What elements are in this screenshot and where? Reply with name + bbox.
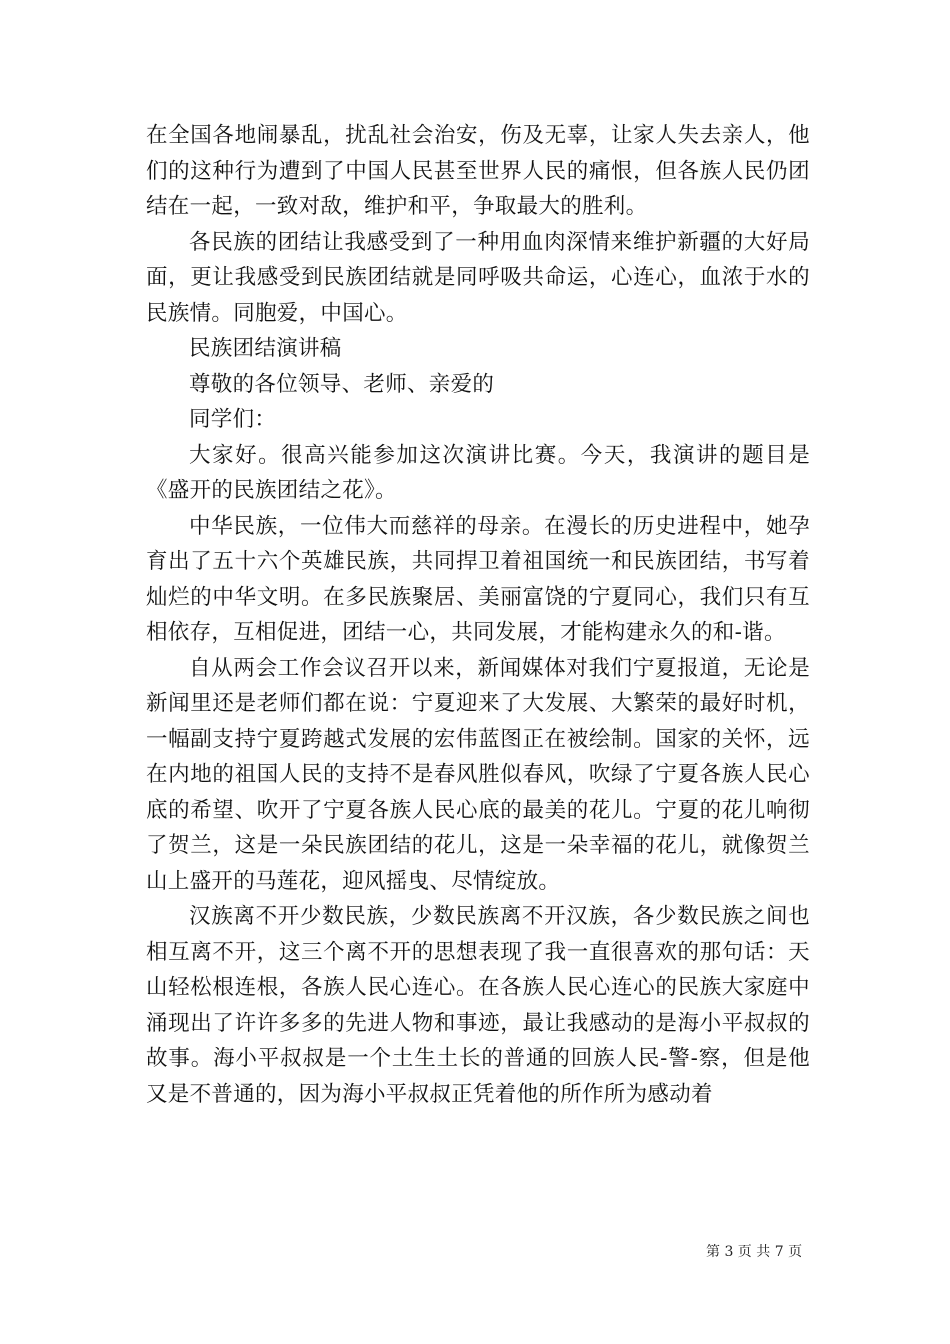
salutation-line-1: 尊敬的各位领导、老师、亲爱的 <box>189 371 495 397</box>
paragraph-1: 在全国各地闹暴乱，扰乱社会治安，伤及无辜，让家人失去亲人，他们的这种行为遭到了中国人民甚至世界人民的痛恨，但各族人民仍团结在一起，一致对敌，维护和平，争取最大的胜利。 <box>146 123 810 219</box>
document-body <box>146 118 810 1112</box>
page-number: 第 3 页 共 7 页 <box>706 1244 803 1260</box>
paragraph-chinese-nation: 中华民族，一位伟大而慈祥的母亲。在漫长的历史进程中，她孕育出了五十六个英雄民族，共同捍卫着祖国统一和民族团结，书写着灿烂的中华文明。在多民族聚居、美丽富饶的宁夏同心，我们只有互相依存，互相促进，团结一心，共同发展，才能构建永久的和-谐。 <box>146 513 810 645</box>
paragraph-unity: 汉族离不开少数民族，少数民族离不开汉族，各少数民族之间也相互离不开，这三个离不开的思想表现了我一直很喜欢的那句话：天山轻松根连根，各族人民心连心。在各族人民心连心的民族大家庭中涌现出了许许多多的先进人物和事迹，最让我感动的是海小平叔叔的故事。海小平叔叔是一个土生土长的普通的回族人民-警-察，但是他又是不普通的，因为海小平叔叔正凭着他的所作所为感动着 <box>146 904 810 1107</box>
speech-title: 民族团结演讲稿 <box>189 336 342 361</box>
paragraph-greeting: 大家好。很高兴能参加这次演讲比赛。今天，我演讲的题目是《盛开的民族团结之花》。 <box>146 442 810 503</box>
paragraph-2: 各民族的团结让我感受到了一种用血肉深情来维护新疆的大好局面，更让我感受到民族团结就是同呼吸共命运，心连心，血浓于水的民族情。同胞爱，中国心。 <box>146 229 810 326</box>
paragraph-ningxia: 自从两会工作会议召开以来，新闻媒体对我们宁夏报道，无论是新闻里还是老师们都在说：宁夏迎来了大发展、大繁荣的最好时机，一幅副支持宁夏跨越式发展的宏伟蓝图正在被绘制。国家的关怀，远在内地的祖国人民的支持不是春风胜似春风，吹绿了宁夏各族人民心底的希望、吹开了宁夏各族人民心底的最美的花儿。宁夏的花儿响彻了贺兰，这是一朵民族团结的花儿，这是一朵幸福的花儿，就像贺兰山上盛开的马莲花，迎风摇曳、尽情绽放。 <box>146 655 810 894</box>
salutation-line-2: 同学们： <box>189 407 277 432</box>
